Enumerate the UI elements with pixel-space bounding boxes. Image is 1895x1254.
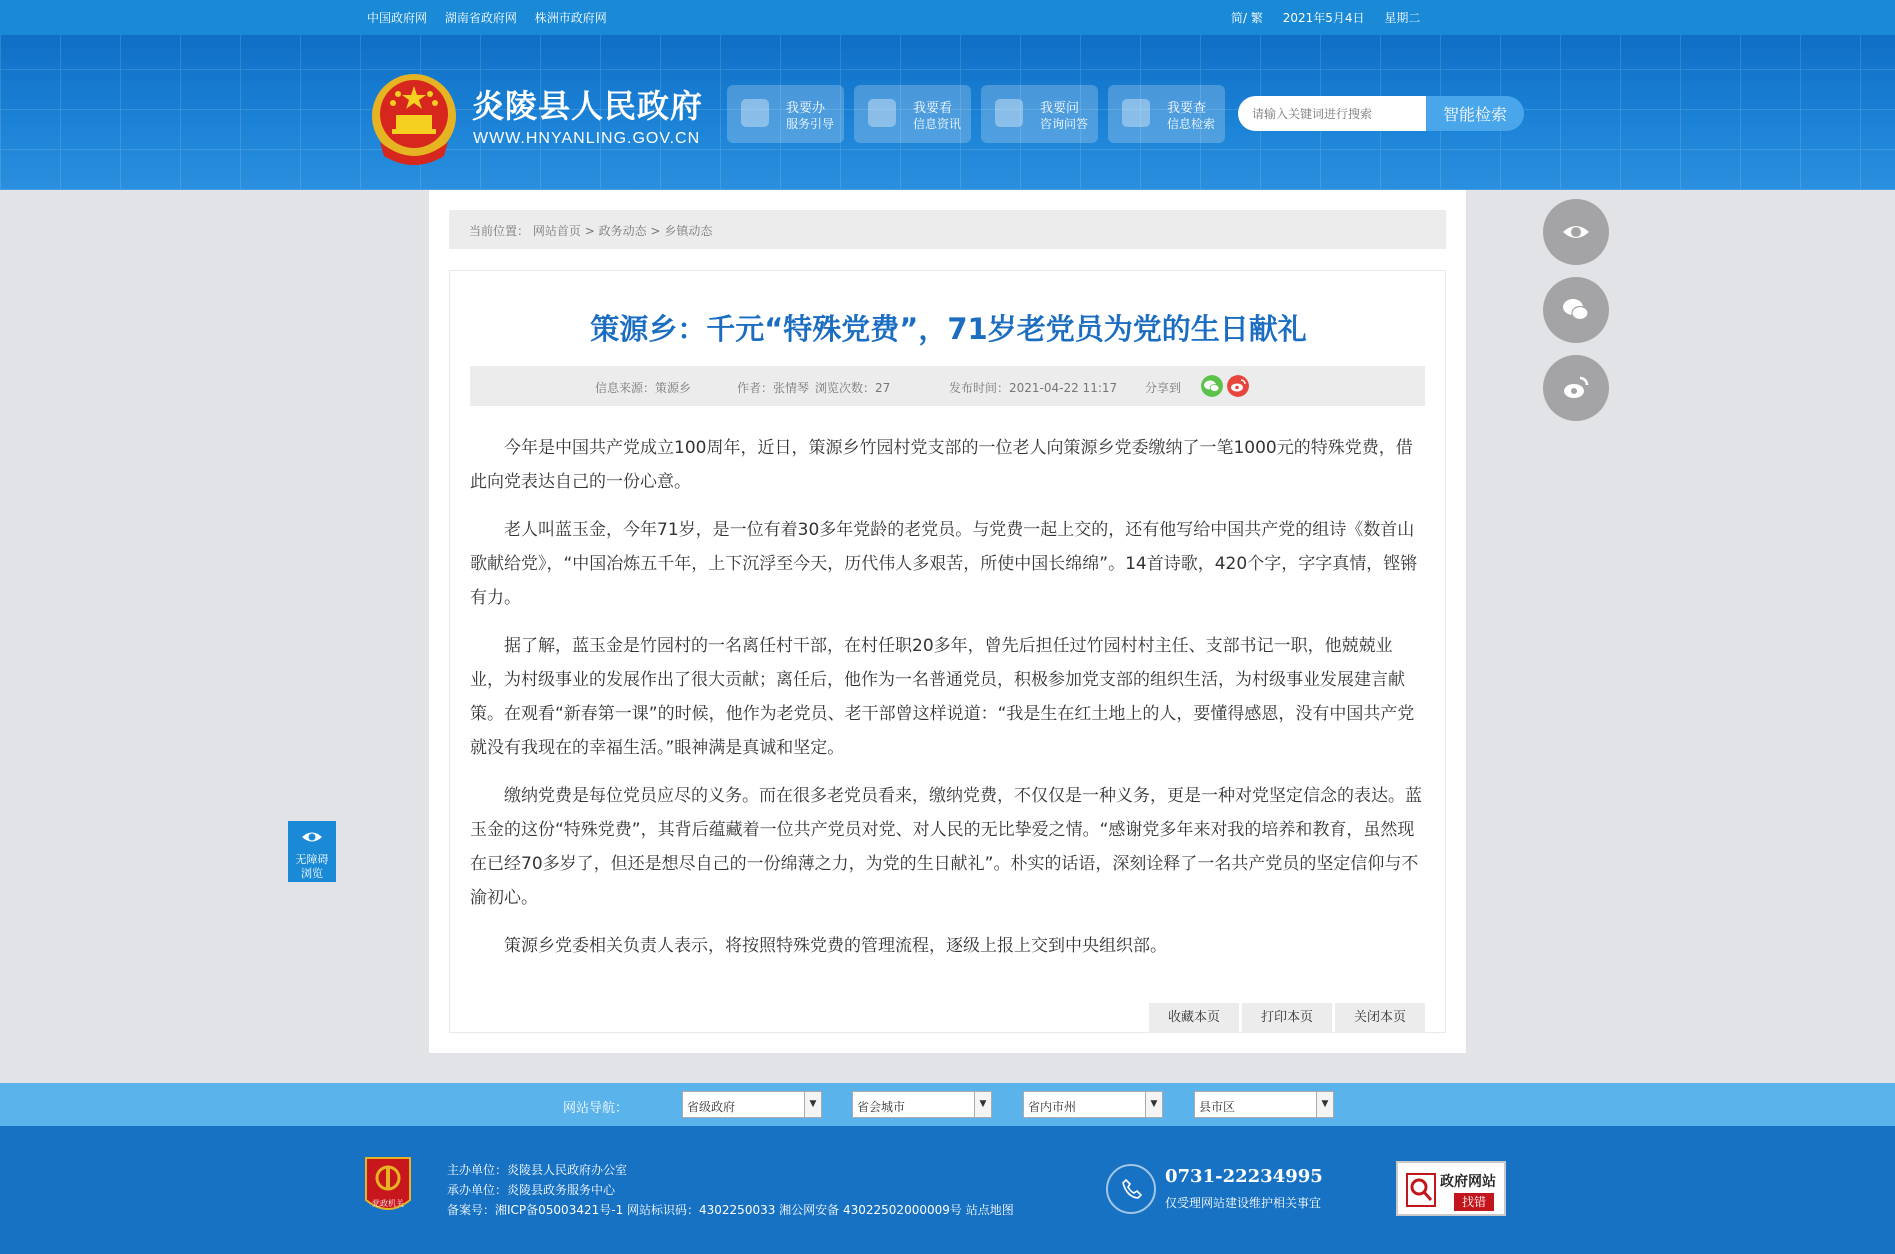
meta-views: 浏览次数：27 [815,381,891,395]
national-emblem-icon[interactable] [366,70,462,170]
breadcrumb-sep: > [650,224,661,238]
select-value: 省级政府 [687,1100,736,1114]
footer [0,1126,1895,1254]
float-wechat-button[interactable] [1543,277,1609,343]
date-text: 2021年5月4日 [1282,11,1365,25]
footer-info [447,1160,1014,1220]
nav-qa[interactable] [981,85,1098,143]
meta-source: 信息来源：策源乡 [595,381,692,395]
float-eye-button[interactable] [1543,199,1609,265]
error-report-label: 找错 [1454,1193,1494,1211]
accessibility-label: 无障碍 [295,853,329,866]
nav-label: 我要看 [913,101,953,116]
gov-site-error-report[interactable] [1396,1161,1506,1216]
document-icon [741,99,769,127]
share-label: 分享到 [1145,381,1182,395]
accessibility-button[interactable] [288,821,336,882]
breadcrumb-home[interactable]: 网站首页 [532,224,581,238]
select-value: 县市区 [1199,1100,1236,1114]
footer-host: 主办单位：炎陵县人民政府办公室 [447,1163,628,1177]
question-icon [995,99,1023,127]
weibo-share-icon[interactable] [1227,375,1249,397]
nav-sublabel: 服务引导 [786,117,835,131]
select-prefecture[interactable] [1023,1091,1163,1118]
footer-operator: 承办单位：炎陵县政务服务中心 [447,1183,616,1197]
phone-description: 仅受理网站建设维护相关事宜 [1165,1196,1322,1210]
search-input[interactable] [1238,96,1426,131]
print-button[interactable]: 打印本页 [1242,1003,1332,1033]
eye-icon [868,99,896,127]
article [449,270,1446,1033]
article-body [470,431,1425,977]
search-button[interactable]: 智能检索 [1426,96,1524,131]
error-report-title: 政府网站 [1440,1174,1496,1190]
breadcrumb-town[interactable]: 乡镇动态 [664,224,713,238]
article-paragraph: 老人叫蓝玉金，今年71岁，是一位有着30多年党龄的老党员。与党费一起上交的，还有他写给中国共产党的组诗《数首山歌献给党》，“中国冶炼五千年，上下沉浮至今天，历代伟人多艰苦，所使中国长绵绵”。14首诗歌，420个字，字字真情，铿锵有力。 [470,520,1418,608]
nav-sublabel: 信息检索 [1167,117,1216,131]
breadcrumb-news[interactable]: 政务动态 [598,224,647,238]
topbar-right [1231,9,1436,26]
link-zhuzhou-gov[interactable]: 株洲市政府网 [534,11,607,25]
lang-switch[interactable]: 简/ 繁 [1231,11,1263,25]
meta-author: 作者：张情琴 [737,381,810,395]
weekday-text: 星期二 [1384,11,1421,25]
site-domain: WWW.HNYANLING.GOV.CN [473,130,701,147]
footer-record[interactable]: 备案号：湘ICP备05003421号-1 网站标识码：4302250033 湘公网安备 43022502000009号 站点地图 [447,1203,1014,1217]
site-nav-label: 网站导航： [563,1101,629,1116]
breadcrumb [449,210,1446,249]
gov-links [367,9,621,26]
select-value: 省会城市 [857,1100,906,1114]
phone-icon [1106,1164,1156,1214]
search-box [1238,96,1524,131]
eye-icon [1561,217,1591,247]
nav-info[interactable] [854,85,971,143]
chevron-down-icon: ▼ [804,1092,821,1117]
nav-service-guide[interactable] [727,85,844,143]
close-page-button[interactable]: 关闭本页 [1335,1003,1425,1033]
site-nav-bar [0,1083,1895,1126]
site-title[interactable]: 炎陵县人民政府 [472,87,704,125]
site-header [0,35,1895,190]
article-paragraph: 缴纳党费是每位党员应尽的义务。而在很多老党员看来，缴纳党费，不仅仅是一种义务，更是一种对党坚定信念的表达。蓝玉金的这份“特殊党费”，其背后蕴藏着一位共产党员对党、对人民的无比挚爱之情。“感谢党多年来对我的培养和教育，虽然现在已经70多岁了，但还是想尽自己的一份绵薄之力，为党的生日献礼”。朴实的话语，深刻诠释了一名共产党员的坚定信仰与不渝初心。 [470,786,1422,908]
eye-icon [301,829,323,845]
link-central-gov[interactable]: 中国政府网 [367,11,428,25]
chevron-down-icon: ▼ [974,1092,991,1117]
article-paragraph: 据了解，蓝玉金是竹园村的一名离任村干部，在村任职20多年，曾先后担任过竹园村村主任、支部书记一职，他兢兢业业，为村级事业的发展作出了很大贡献；离任后，他作为一名普通党员，积极参加党支部的组织生活，为村级事业发展建言献策。在观看“新春第一课”的时候，他作为老党员、老干部曾这样说道：“我是生在红土地上的人，要懂得感恩，没有中国共产党就没有我现在的幸福生活。”眼神满是真诚和坚定。 [470,636,1415,758]
chevron-down-icon: ▼ [1145,1092,1162,1117]
nav-label: 我要办 [786,101,826,116]
article-paragraph: 今年是中国共产党成立100周年，近日，策源乡竹园村党支部的一位老人向策源乡党委缴纳了一笔1000元的特殊党费，借此向党表达自己的一份心意。 [470,438,1413,492]
breadcrumb-sep: > [584,224,595,238]
article-meta [470,366,1425,406]
float-weibo-button[interactable] [1543,355,1609,421]
party-badge-text: 党政机关 [372,1199,404,1208]
wechat-share-icon[interactable] [1201,375,1223,397]
magnifier-icon [1406,1173,1436,1207]
nav-label: 我要查 [1167,101,1207,116]
article-actions [1146,1003,1425,1033]
main-panel [429,190,1466,1053]
nav-sublabel: 信息资讯 [913,117,962,131]
top-bar [0,0,1895,35]
phone-number: 0731-22234995 [1165,1166,1323,1187]
bookmark-button[interactable]: 收藏本页 [1149,1003,1239,1033]
link-hunan-gov[interactable]: 湖南省政府网 [444,11,517,25]
chevron-down-icon: ▼ [1316,1092,1333,1117]
weibo-icon [1561,373,1591,403]
search-icon [1122,99,1150,127]
nav-search-info[interactable] [1108,85,1225,143]
meta-date: 发布时间：2021-04-22 11:17 [949,381,1118,395]
nav-label: 我要问 [1040,101,1080,116]
nav-sublabel: 咨询问答 [1040,117,1089,131]
article-title: 策源乡：千元“特殊党费”，71岁老党员为党的生日献礼 [590,312,1307,346]
select-county[interactable] [1194,1091,1334,1118]
select-provincial-gov[interactable] [682,1091,822,1118]
wechat-icon [1561,295,1591,325]
select-value: 省内市州 [1028,1100,1077,1114]
breadcrumb-label: 当前位置： [469,224,530,238]
accessibility-label: 浏览 [301,867,323,880]
select-capital-city[interactable] [852,1091,992,1118]
party-gov-badge-icon[interactable] [362,1156,414,1218]
article-paragraph: 策源乡党委相关负责人表示，将按照特殊党费的管理流程，逐级上报上交到中央组织部。 [504,936,1167,956]
